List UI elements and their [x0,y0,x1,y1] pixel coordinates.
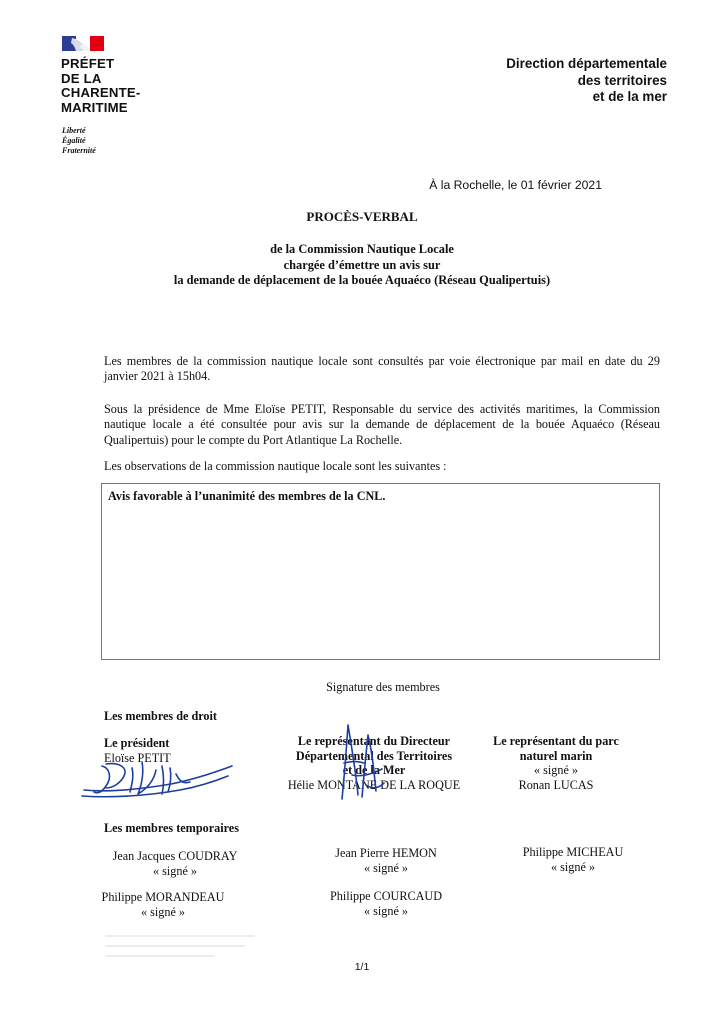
prefecture-line: MARITIME [61,99,128,115]
observations-box [101,483,660,660]
signatures-title: Signature des membres [326,680,440,694]
member-signed: « signé » [140,905,185,919]
direction-line: des territoires [577,72,667,88]
prefecture-name [61,57,140,115]
park-signed: « signé » [533,763,578,778]
subject-line: de la Commission Nautique Locale [270,242,454,256]
temporary-member [303,846,469,876]
member-name: Jean Pierre HEMON [335,846,437,860]
marianne-flag-logo [62,36,104,51]
marine-park-representative-block [456,734,656,792]
member-name: Philippe COURCAUD [329,889,443,903]
park-role-line: Le représentant du parc [493,734,619,748]
direction-line: Direction départementale [506,56,667,71]
direction-name [506,56,667,106]
direction-line: et de la mer [592,89,667,105]
prefecture-line: PRÉFET [61,56,115,71]
president-block [104,736,171,765]
observation-text: Avis favorable à l’unanimité des membres de la CNL. [108,489,386,503]
member-signed: « signé » [550,860,595,874]
document-subject [0,242,724,289]
subject-line: la demande de déplacement de la bouée Aquaéco (Réseau Qualipertuis) [173,273,551,288]
body-paragraph: Les observations de la commission nautique locale sont les suivantes : [104,459,447,473]
member-name: Jean Jacques COUDRAY [112,849,238,863]
temporary-member [311,889,461,919]
member-signed: « signé » [363,904,408,918]
director-role-line: Le représentant du Directeur [297,734,451,748]
faded-footer-address [104,932,264,962]
director-name: Hélie MONTANE DE LA ROQUE [287,777,461,792]
prefecture-line: DE LA [61,70,102,86]
temporary-member [96,849,254,879]
director-role-line: et de la Mer [342,763,406,778]
member-signed: « signé » [363,861,408,875]
subject-line: chargée d’émettre un avis sur [283,257,441,272]
motto-line: Fraternité [62,146,96,155]
place-and-date: À la Rochelle, le 01 février 2021 [429,178,602,192]
members-of-right-heading: Les membres de droit [104,709,217,723]
park-name: Ronan LUCAS [518,777,594,792]
temporary-member [498,845,648,875]
member-name: Philippe MORANDEAU [101,890,225,904]
park-role-line: naturel marin [519,748,593,763]
motto-line: Égalité [62,136,86,145]
temporary-member [92,890,234,920]
director-role-line: Départemental des Territoires [295,748,453,763]
page-number: 1/1 [354,961,370,973]
member-name: Philippe MICHEAU [522,845,624,859]
body-paragraph: Sous la présidence de Mme Eloïse PETIT, Responsable du service des activités maritimes, la Commission nautique locale a été consultée pour avis sur la demande de déplacement de la bouée Aquaéco (Réseau Qualipertuis) pour le compte du Port Atlantique La Rochelle. [104,402,660,447]
body-paragraph: Les membres de la commission nautique locale sont consultés par voie électronique par mail en date du 29 janvier 2021 à 15h04. [104,354,660,384]
director-representative-block [261,734,487,792]
member-signed: « signé » [152,864,197,878]
president-role: Le président [104,736,170,750]
document-title: PROCÈS-VERBAL [306,209,418,224]
temporary-members-heading: Les membres temporaires [104,821,239,835]
motto-line: Liberté [62,126,86,135]
president-name: Eloïse PETIT [104,750,171,765]
republic-motto [62,126,96,156]
prefecture-line: CHARENTE- [61,85,141,100]
